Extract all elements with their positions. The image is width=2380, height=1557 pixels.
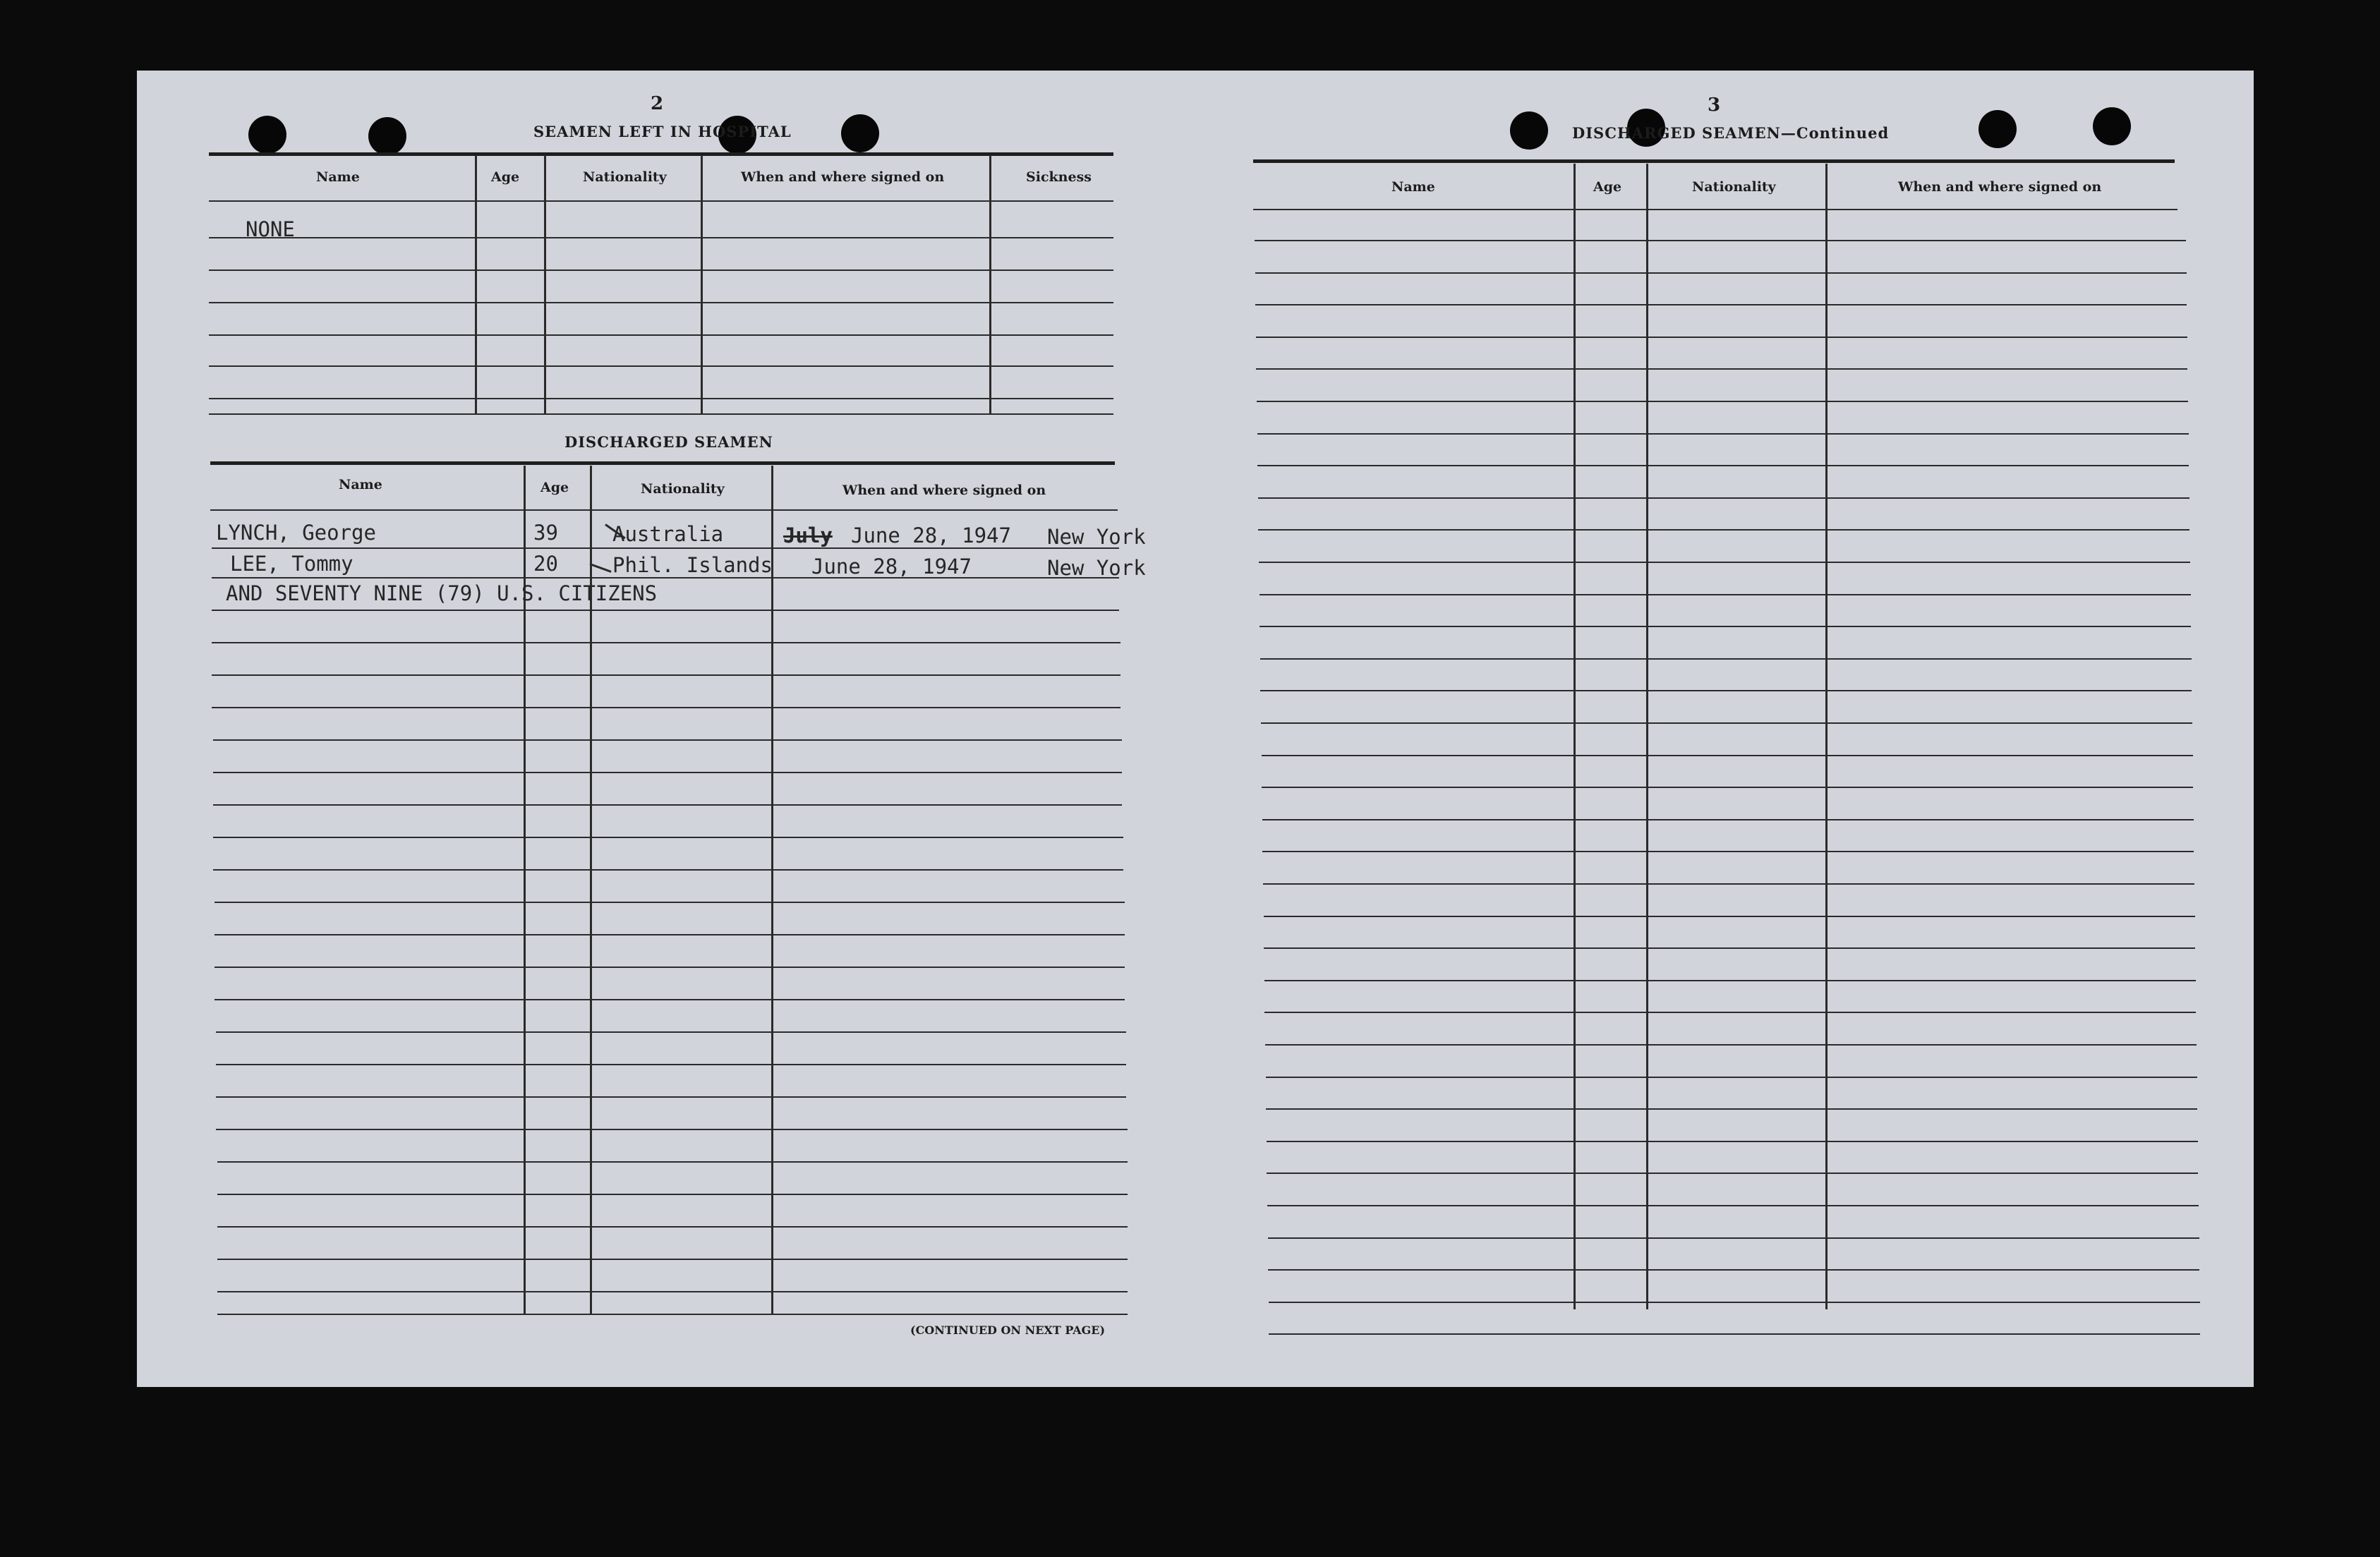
right-col-nationality: Nationality — [1692, 179, 1776, 195]
punch-hole — [1979, 110, 2017, 148]
right-col-name: Name — [1391, 179, 1435, 195]
table-rule — [1261, 722, 2192, 724]
table-rule — [1255, 240, 2186, 241]
table-rule — [215, 902, 1125, 903]
column-divider — [544, 155, 546, 415]
hospital-table-bottom-rule — [209, 413, 1113, 415]
table-rule — [209, 334, 1113, 336]
discharged-table-top-rule — [210, 461, 1115, 465]
column-divider — [1573, 164, 1576, 1309]
table-rule — [1262, 755, 2193, 756]
table-rule — [1262, 787, 2193, 788]
table-rule — [215, 967, 1125, 968]
hospital-col-name: Name — [316, 169, 360, 185]
seaman-name: LYNCH, George — [216, 521, 376, 545]
punch-hole — [2093, 107, 2131, 145]
struck-out-word: July — [783, 523, 833, 547]
table-rule — [1260, 690, 2192, 691]
hospital-table-header-rule — [209, 200, 1113, 202]
table-rule — [213, 804, 1122, 806]
table-rule — [1269, 1333, 2200, 1335]
discharged-section-title: DISCHARGED SEAMEN — [564, 433, 773, 451]
table-rule — [1264, 980, 2196, 981]
table-rule — [1260, 594, 2191, 595]
table-rule — [1256, 368, 2187, 370]
signed-on-place: New York — [1047, 556, 1146, 580]
discharged-col-name: Name — [339, 477, 382, 492]
punch-hole — [1510, 111, 1548, 150]
column-divider — [771, 466, 773, 1314]
right-section-title: DISCHARGED SEAMEN—Continued — [1572, 124, 1890, 142]
punch-hole — [841, 114, 879, 152]
table-rule — [212, 577, 1119, 578]
table-rule — [212, 547, 1119, 549]
table-rule — [1259, 562, 2190, 563]
table-rule — [213, 772, 1122, 773]
table-rule — [1260, 626, 2191, 627]
page-number-right: 3 — [1708, 95, 1721, 116]
column-divider — [989, 155, 991, 415]
table-rule — [215, 934, 1125, 935]
table-rule — [217, 1226, 1128, 1228]
signed-on-date: June 28, 1947 — [811, 555, 972, 578]
discharged-col-age: Age — [540, 480, 569, 495]
table-rule — [1262, 851, 2194, 852]
seaman-age: 39 — [533, 521, 558, 545]
seaman-name: LEE, Tommy — [230, 552, 354, 576]
table-rule — [1255, 304, 2187, 305]
table-rule — [216, 1129, 1128, 1130]
column-divider — [1825, 164, 1828, 1309]
hospital-col-age: Age — [491, 169, 520, 185]
hospital-section-title: SEAMEN LEFT IN HOSPITAL — [533, 123, 792, 140]
table-rule — [217, 1291, 1128, 1292]
table-rule — [209, 237, 1113, 238]
table-rule — [216, 1096, 1126, 1098]
table-rule — [212, 642, 1120, 643]
table-rule — [213, 837, 1123, 838]
table-rule — [217, 1194, 1128, 1195]
hospital-entry-none: NONE — [246, 217, 295, 241]
table-rule — [1263, 883, 2194, 885]
table-rule — [216, 1064, 1126, 1065]
table-rule — [217, 1259, 1128, 1260]
punch-hole — [368, 117, 406, 155]
right-table-header-rule — [1253, 209, 2177, 210]
table-rule — [215, 999, 1125, 1000]
hospital-col-sickness: Sickness — [1026, 169, 1092, 185]
table-rule — [1258, 497, 2189, 499]
discharged-note: AND SEVENTY NINE (79) U.S. CITIZENS — [226, 581, 658, 605]
right-col-signed-on: When and where signed on — [1898, 179, 2102, 195]
table-rule — [1257, 401, 2188, 402]
table-rule — [1267, 1141, 2198, 1142]
hospital-table-top-rule — [209, 152, 1113, 156]
table-rule — [1268, 1237, 2199, 1239]
signed-on-place: New York — [1047, 525, 1146, 549]
discharged-col-signed-on: When and where signed on — [842, 483, 1046, 498]
discharged-table-bottom-rule — [217, 1314, 1128, 1315]
seaman-nationality: Phil. Islands — [612, 553, 773, 577]
page-number-left: 2 — [651, 93, 664, 114]
table-rule — [209, 365, 1113, 367]
table-rule — [212, 610, 1119, 611]
table-rule — [1256, 337, 2187, 338]
table-rule — [216, 1031, 1126, 1033]
discharged-table-header-rule — [210, 509, 1118, 511]
table-rule — [1264, 947, 2195, 949]
table-rule — [1264, 916, 2195, 917]
seaman-nationality: Australia — [612, 522, 724, 546]
table-rule — [1266, 1108, 2197, 1110]
table-rule — [209, 269, 1113, 271]
table-rule — [213, 739, 1122, 741]
table-rule — [213, 869, 1123, 871]
column-divider — [475, 155, 477, 415]
table-rule — [209, 302, 1113, 303]
right-table-top-rule — [1253, 159, 2175, 163]
column-divider — [1646, 164, 1648, 1309]
document-sheet — [137, 71, 2254, 1387]
table-rule — [209, 398, 1113, 399]
right-col-age: Age — [1593, 179, 1622, 195]
hospital-col-signed-on: When and where signed on — [741, 169, 945, 185]
table-rule — [1257, 433, 2189, 435]
punch-hole — [248, 116, 286, 154]
table-rule — [1268, 1269, 2199, 1271]
table-rule — [1258, 529, 2189, 531]
table-rule — [1255, 272, 2187, 274]
seaman-age: 20 — [533, 552, 558, 576]
table-rule — [1269, 1302, 2200, 1303]
table-rule — [1267, 1205, 2199, 1206]
table-rule — [1264, 1012, 2196, 1013]
table-rule — [212, 707, 1120, 708]
table-rule — [1260, 658, 2192, 660]
continued-footer: (CONTINUED ON NEXT PAGE) — [910, 1323, 1106, 1337]
column-divider — [701, 155, 703, 415]
table-rule — [217, 1161, 1128, 1163]
table-rule — [1266, 1077, 2197, 1078]
table-rule — [1262, 819, 2194, 820]
hospital-col-nationality: Nationality — [583, 169, 667, 185]
signed-on-date: June 28, 1947 — [851, 523, 1011, 547]
table-rule — [1265, 1044, 2197, 1046]
table-rule — [1267, 1173, 2198, 1174]
table-rule — [212, 674, 1120, 676]
discharged-col-nationality: Nationality — [641, 481, 725, 497]
table-rule — [1257, 465, 2189, 466]
